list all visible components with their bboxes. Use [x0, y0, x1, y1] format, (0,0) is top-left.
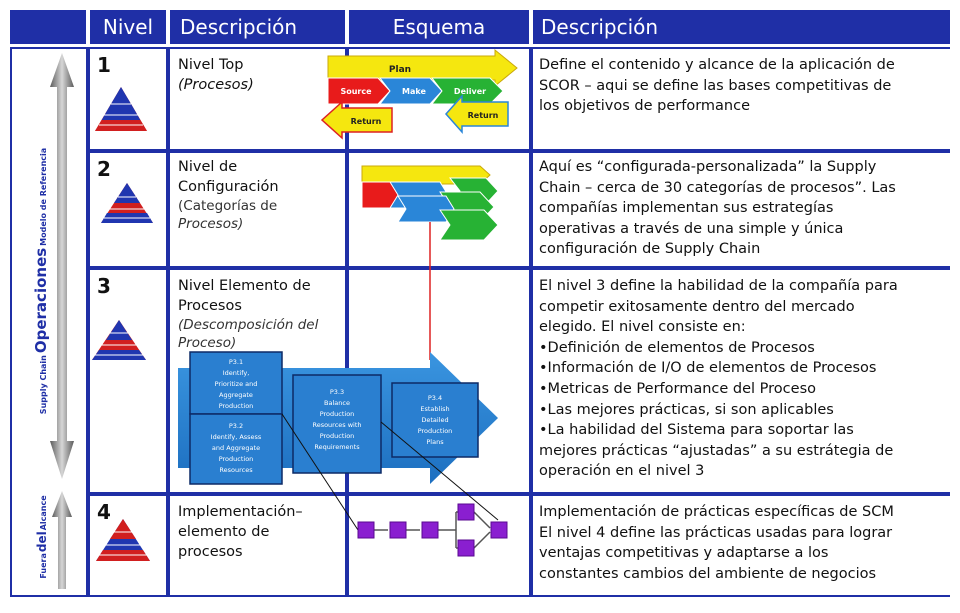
- description-line: El nivel 3 define la habilidad de la compañía para: [539, 278, 898, 294]
- level-name-line: Implementación–: [178, 504, 303, 520]
- level-number: 4: [97, 500, 111, 524]
- level-sub-line: Proceso): [178, 335, 237, 351]
- deliver-arrow: [440, 210, 498, 240]
- level-sub-line: (Descomposición del: [178, 317, 319, 333]
- level-number: 2: [97, 157, 111, 181]
- description-line: elegido. El nivel consiste en:: [539, 319, 746, 336]
- level-number: 1: [97, 53, 111, 77]
- description-line: configuración de Supply Chain: [539, 241, 761, 258]
- svg-text:P3.3BalanceProductionResources: P3.3 Balance Production Resources with Production Requirements: [312, 388, 362, 451]
- svg-text:FueradelAlcance: FueradelAlcance: [35, 495, 49, 579]
- level-sub-line: (Categorías de: [178, 198, 278, 214]
- process-node: [390, 522, 406, 538]
- pyramid-icon: [96, 519, 150, 561]
- description-line: constantes cambios del ambiente de negocios: [539, 565, 877, 582]
- implementation-scheme: [358, 504, 507, 556]
- description-line: •Definición de elementos de Procesos: [539, 339, 815, 356]
- process-decomposition-scheme: [178, 352, 498, 484]
- process-box: [293, 375, 381, 473]
- description-line: operación en el nivel 3: [539, 463, 705, 480]
- description-line: SCOR – aqui se define las bases competitivas de: [539, 77, 892, 94]
- pyramid-icon: [95, 87, 147, 131]
- process-box: [190, 414, 282, 484]
- process-node: [458, 540, 474, 556]
- plan-label: Plan: [388, 65, 412, 75]
- process-node: [422, 522, 438, 538]
- pyramid-icon: [92, 320, 146, 360]
- svg-text:P3.2Identify, Assessand Aggreg: P3.2 Identify, Assess and Aggregate Production Resources: [210, 422, 262, 474]
- return-right-label: Return: [467, 111, 499, 120]
- pyramid-icon: [101, 183, 153, 223]
- header-descripcion-2-label: Descripción: [541, 15, 659, 39]
- level-name-line: Procesos: [178, 298, 242, 314]
- header-descripcion-label: Descripción: [180, 15, 298, 39]
- description-line: Chain – cerca de 30 categorías de procesos”. Las: [539, 179, 896, 196]
- description-line: •Las mejores prácticas, si son aplicables: [539, 401, 834, 418]
- description-line: Implementación de prácticas específicas de SCM: [539, 504, 894, 520]
- make-label: Make: [402, 87, 426, 96]
- level-name-line: elemento de: [178, 524, 270, 540]
- level-name-line: procesos: [178, 544, 243, 560]
- description-line: •La habilidad del Sistema para soportar las: [539, 422, 854, 439]
- level-sub-line: Procesos): [178, 216, 244, 232]
- svg-text:P3.4EstablishDetailedProductio: P3.4 Establish Detailed Production Plans: [417, 394, 453, 446]
- level-name-line: Configuración: [178, 179, 279, 195]
- description-line: Aquí es “configurada-personalizada” la Supply: [539, 159, 877, 175]
- description-line: •Metricas de Performance del Proceso: [539, 380, 816, 397]
- return-left-label: Return: [350, 117, 382, 126]
- process-node: [458, 504, 474, 520]
- process-node: [358, 522, 374, 538]
- description-line: competir exitosamente dentro del mercado: [539, 298, 855, 315]
- process-node: [491, 522, 507, 538]
- header-esquema-label: Esquema: [392, 15, 486, 39]
- description-line: los objetivos de performance: [539, 98, 751, 115]
- deliver-label: Deliver: [453, 87, 487, 96]
- svg-text:P3.1Identify,Prioritize andAgg: P3.1 Identify, Prioritize and Aggregate Production: [214, 358, 258, 410]
- svg-text:Supply ChainOperacionesModelo: Supply ChainOperacionesModelo de Referencia: [32, 147, 50, 415]
- process-box: [392, 383, 478, 457]
- description-line: ventajas competitivas y adaptarse a los: [539, 545, 829, 562]
- level-sub-line: (Procesos): [178, 77, 254, 93]
- description-line: mejores prácticas “ajustadas” a su estrátegia de: [539, 442, 894, 459]
- description-line: El nivel 4 define las prácticas usadas para lograr: [539, 524, 893, 541]
- description-line: •Información de I/O de elementos de Procesos: [539, 360, 877, 377]
- process-box: [190, 352, 282, 414]
- level-name-line: Nivel Elemento de: [178, 278, 311, 294]
- level-number: 3: [97, 274, 111, 298]
- level-name-line: Nivel Top: [178, 57, 244, 73]
- description-line: compañías implementan sus estrategías: [539, 200, 834, 217]
- description-line: Define el contenido y alcance de la aplicación de: [539, 57, 895, 73]
- description-line: operativas a través de una simple y única: [539, 220, 844, 237]
- source-label: Source: [340, 87, 372, 96]
- scor-top-scheme: [322, 50, 517, 138]
- level-name-line: Nivel de: [178, 159, 238, 175]
- header-nivel-label: Nivel: [102, 15, 154, 39]
